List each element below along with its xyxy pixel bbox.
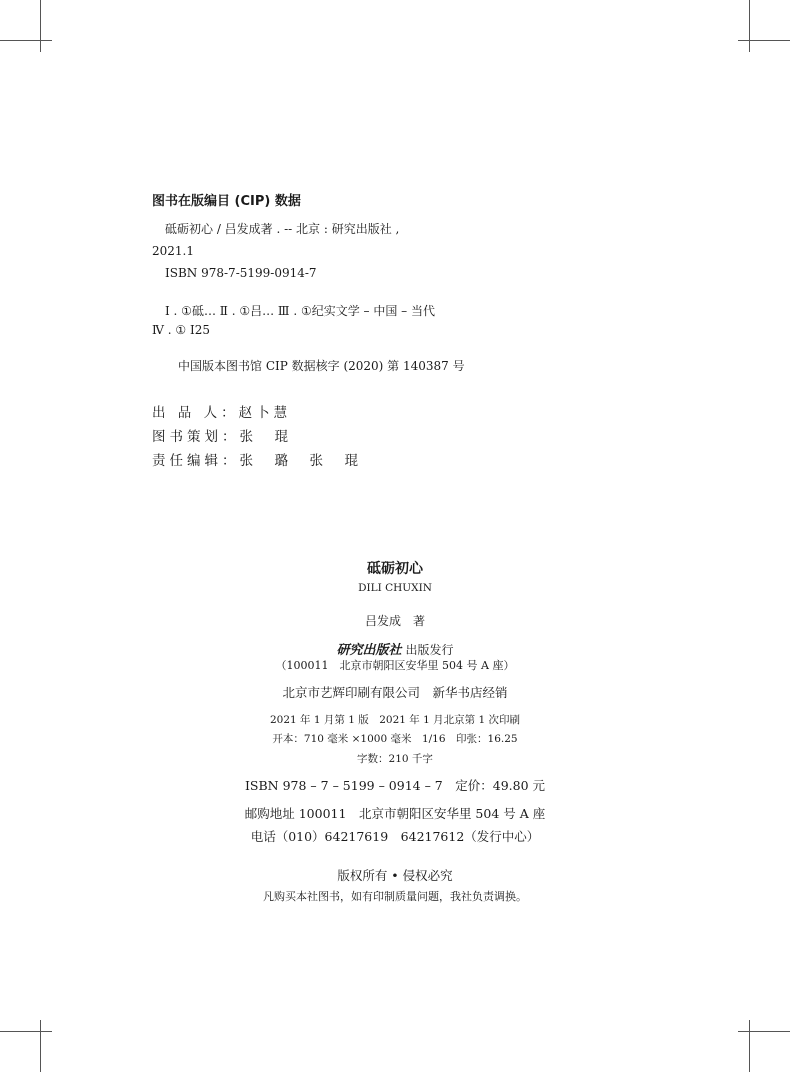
cip-line-isbn: ISBN 978-7-5199-0914-7 xyxy=(165,266,317,280)
copyright-notice: 版权所有 • 侵权必究 xyxy=(337,868,453,883)
publisher-line xyxy=(0,639,790,658)
quality-notice: 凡购买本社图书，如有印制质量问题，我社负责调换。 xyxy=(263,890,527,903)
cip-line-date: 2021.1 xyxy=(152,244,194,258)
crop-mark-bottom-left-vertical xyxy=(40,1020,41,1072)
credit-publisher-person: 出 品 人：赵卜慧 xyxy=(152,405,292,421)
crop-mark-bottom-right-vertical xyxy=(749,1020,750,1072)
book-title-pinyin: DILI CHUXIN xyxy=(358,582,432,594)
crop-mark-bottom-left-horizontal xyxy=(0,1031,52,1032)
phone-numbers: 电话（010）64217619 64217612（发行中心） xyxy=(250,829,540,844)
cip-line-classification: Ⅰ . ①砥… Ⅱ . ①吕… Ⅲ . ①纪实文学 – 中国 – 当代 xyxy=(165,304,435,318)
book-title: 砥砺初心 xyxy=(367,561,423,577)
cip-line-title-author: 砥砺初心 / 吕发成著 . -- 北京 : 研究出版社 , xyxy=(165,222,400,236)
mail-order-address: 邮购地址 100011 北京市朝阳区安华里 504 号 A 座 xyxy=(244,806,546,821)
cip-line-classification-cont: Ⅳ . ① I25 xyxy=(152,323,211,337)
format-info: 开本：710 毫米 ×1000 毫米 1/16 印张：16.25 xyxy=(272,733,518,745)
publisher-suffix: 出版发行 xyxy=(405,643,454,657)
crop-mark-top-left-vertical xyxy=(40,0,41,52)
word-count: 字数：210 千字 xyxy=(357,753,433,765)
printer-distributor: 北京市艺辉印刷有限公司 新华书店经销 xyxy=(282,685,508,700)
credit-book-planning: 图书策划：张 琨 xyxy=(152,429,292,445)
edition-info: 2021 年 1 月第 1 版 2021 年 1 月北京第 1 次印刷 xyxy=(269,714,521,726)
author-line: 吕发成 著 xyxy=(364,614,425,628)
crop-mark-bottom-right-horizontal xyxy=(738,1031,790,1032)
cip-data-number: 中国版本图书馆 CIP 数据核字 (2020) 第 140387 号 xyxy=(178,359,465,373)
isbn-price: ISBN 978 – 7 – 5199 – 0914 – 7 定价：49.80 元 xyxy=(244,778,546,793)
cip-heading: 图书在版编目 (CIP) 数据 xyxy=(152,194,301,209)
credit-responsible-editor: 责任编辑：张 璐 张 琨 xyxy=(152,453,362,469)
crop-mark-top-right-horizontal xyxy=(738,40,790,41)
crop-mark-top-right-vertical xyxy=(749,0,750,52)
crop-mark-top-left-horizontal xyxy=(0,40,52,41)
publisher-address: （100011 北京市朝阳区安华里 504 号 A 座） xyxy=(275,659,515,672)
publisher-logo: 研究出版社 xyxy=(336,643,402,658)
